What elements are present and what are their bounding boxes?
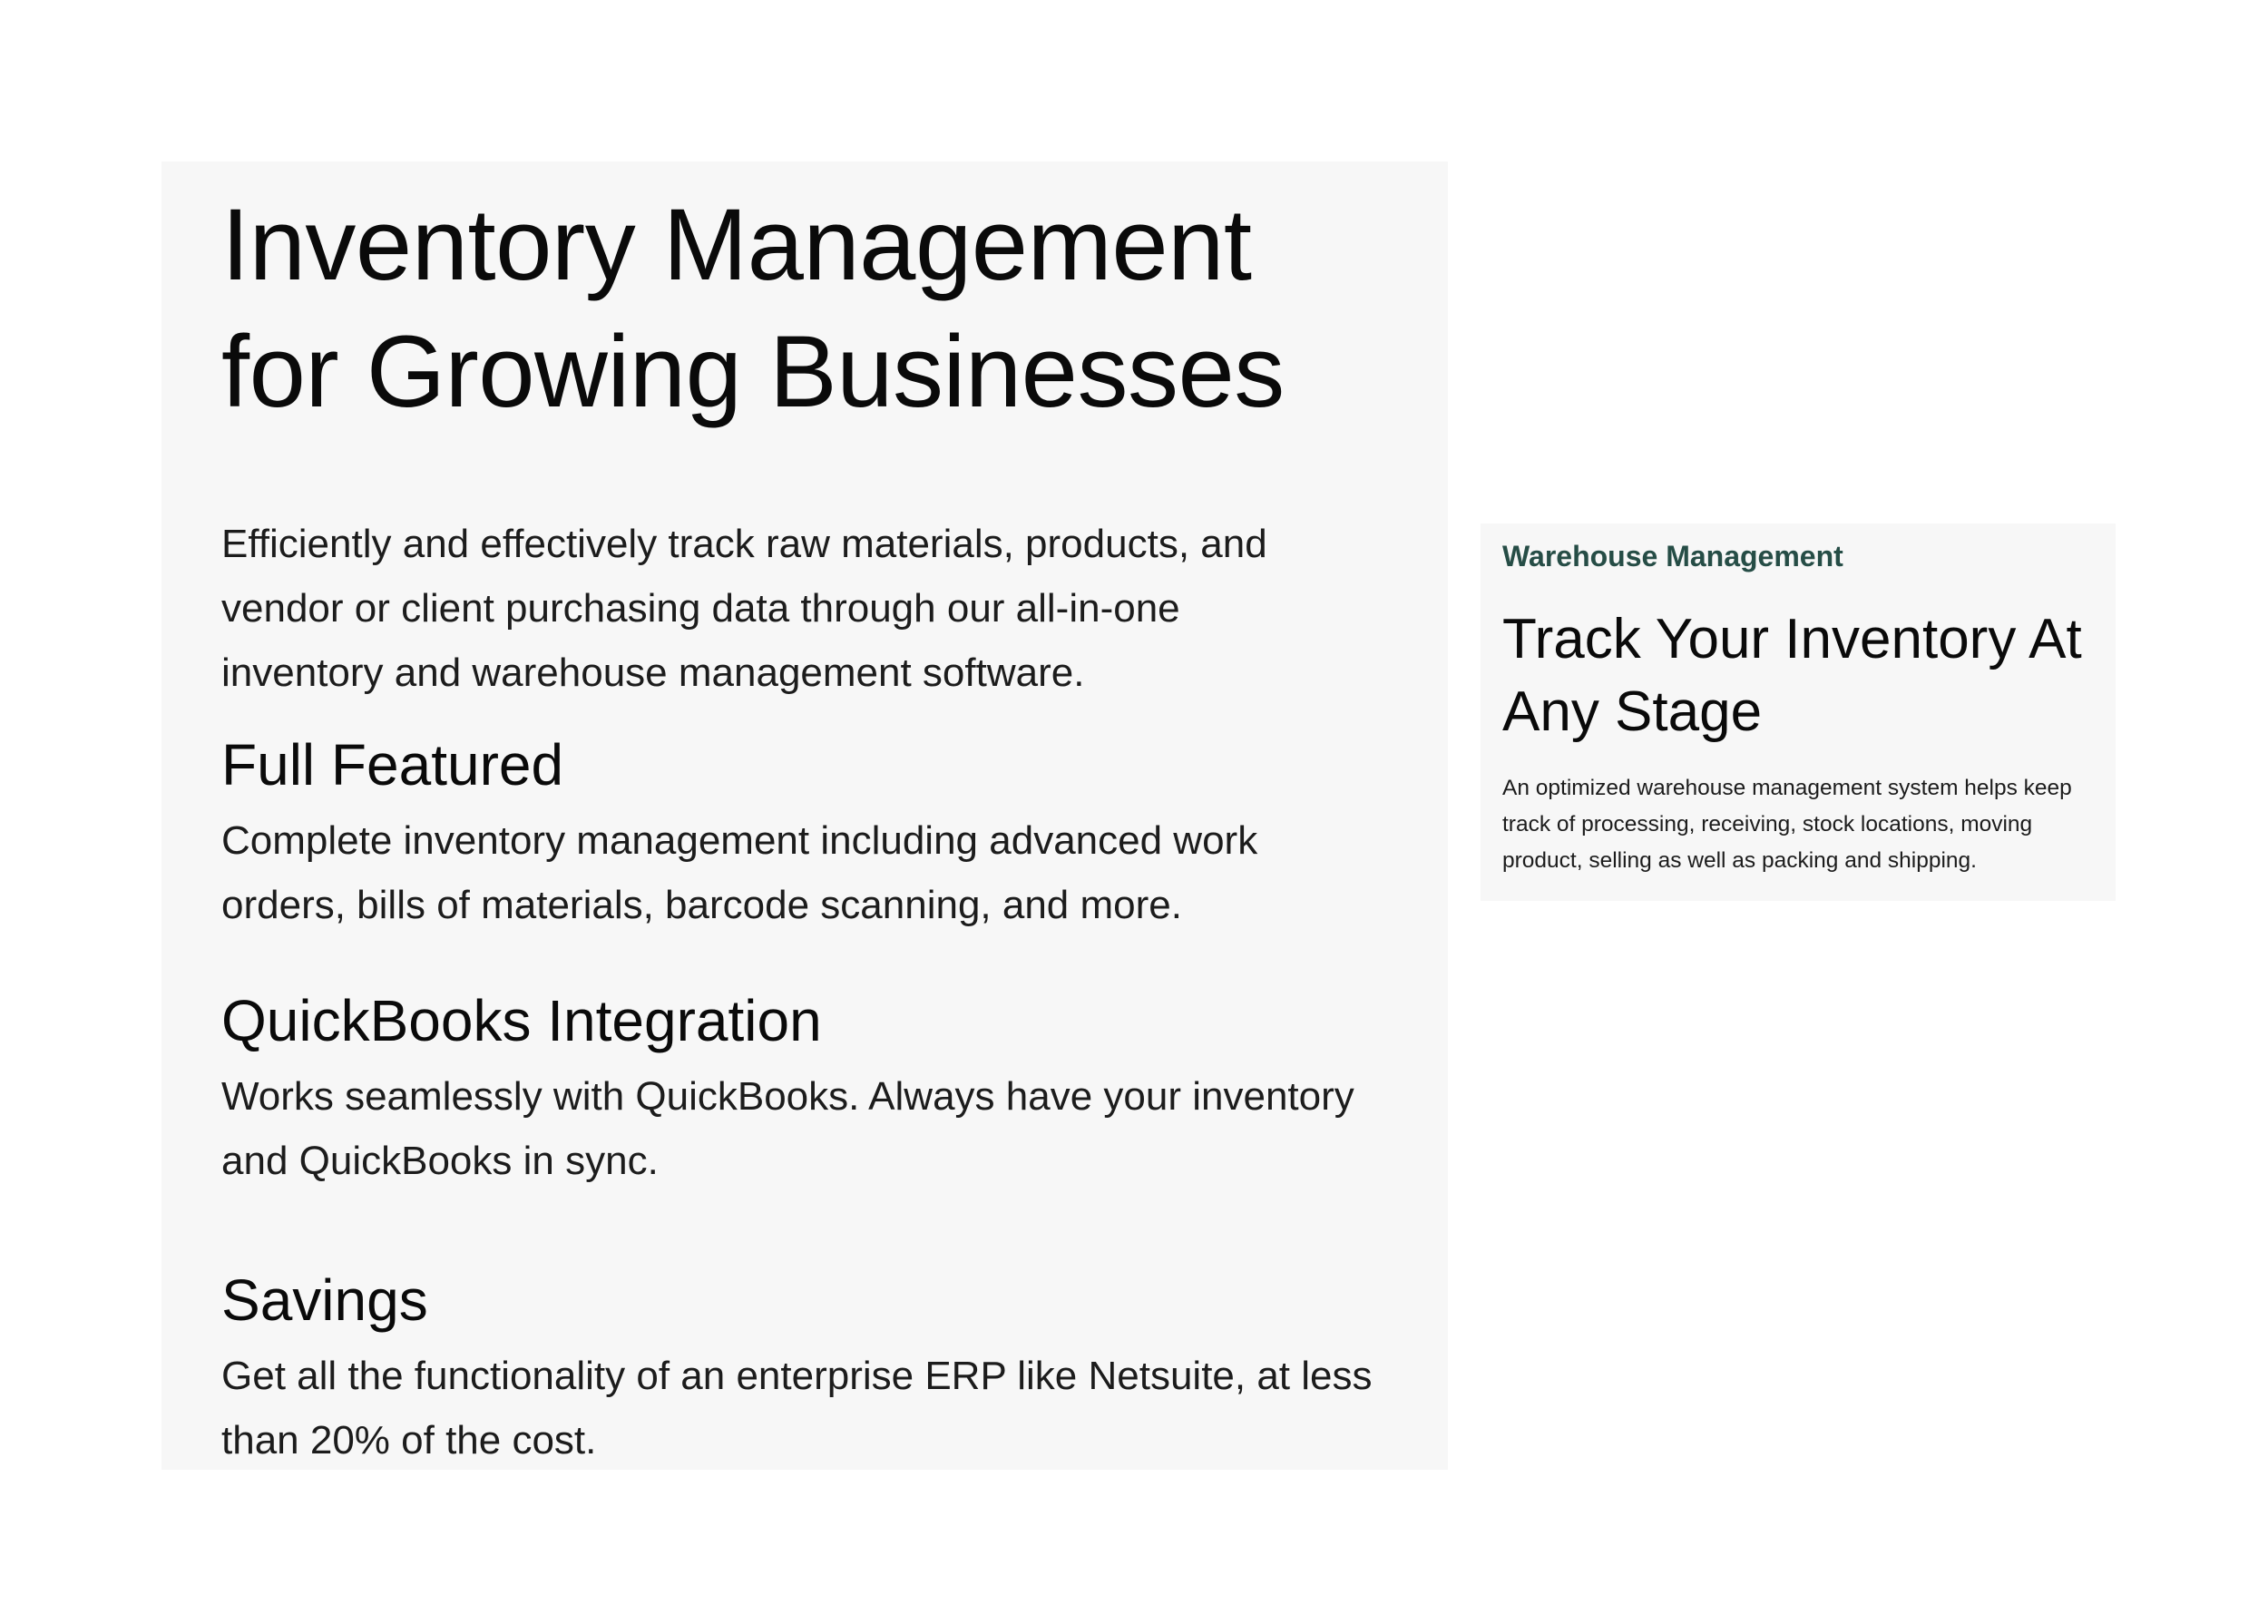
feature-savings <box>221 1264 1388 1472</box>
card-description: An optimized warehouse management system helps keep track of processing, receiving, stock locations, moving product, selling as well as packing and shipping. <box>1502 776 2072 873</box>
feature-quickbooks-integration <box>221 984 1388 1193</box>
hero-panel <box>161 161 1448 1470</box>
feature-full-featured <box>221 729 1388 937</box>
warehouse-management-card <box>1481 523 2116 901</box>
feature-title: QuickBooks Integration <box>221 988 822 1053</box>
feature-description: Works seamlessly with QuickBooks. Always have your inventory and QuickBooks in sync. <box>221 1074 1354 1183</box>
page-title-line-1: Inventory Management <box>221 188 1252 301</box>
hero-intro-text: Efficiently and effectively track raw materials, products, and vendor or client purchasing data through our all-in-one inventory and warehouse management software. <box>221 522 1267 695</box>
card-eyebrow: Warehouse Management <box>1502 540 1843 572</box>
feature-title: Full Featured <box>221 732 564 797</box>
feature-description: Get all the functionality of an enterprise ERP like Netsuite, at less than 20% of the cost. <box>221 1354 1373 1463</box>
card-title: Track Your Inventory At Any Stage <box>1502 608 2082 743</box>
feature-title: Savings <box>221 1267 428 1333</box>
feature-description: Complete inventory management including advanced work orders, bills of materials, barcode scanning, and more. <box>221 818 1258 927</box>
page-title-line-2: for Growing Businesses <box>221 315 1285 428</box>
page-title <box>221 181 1388 435</box>
